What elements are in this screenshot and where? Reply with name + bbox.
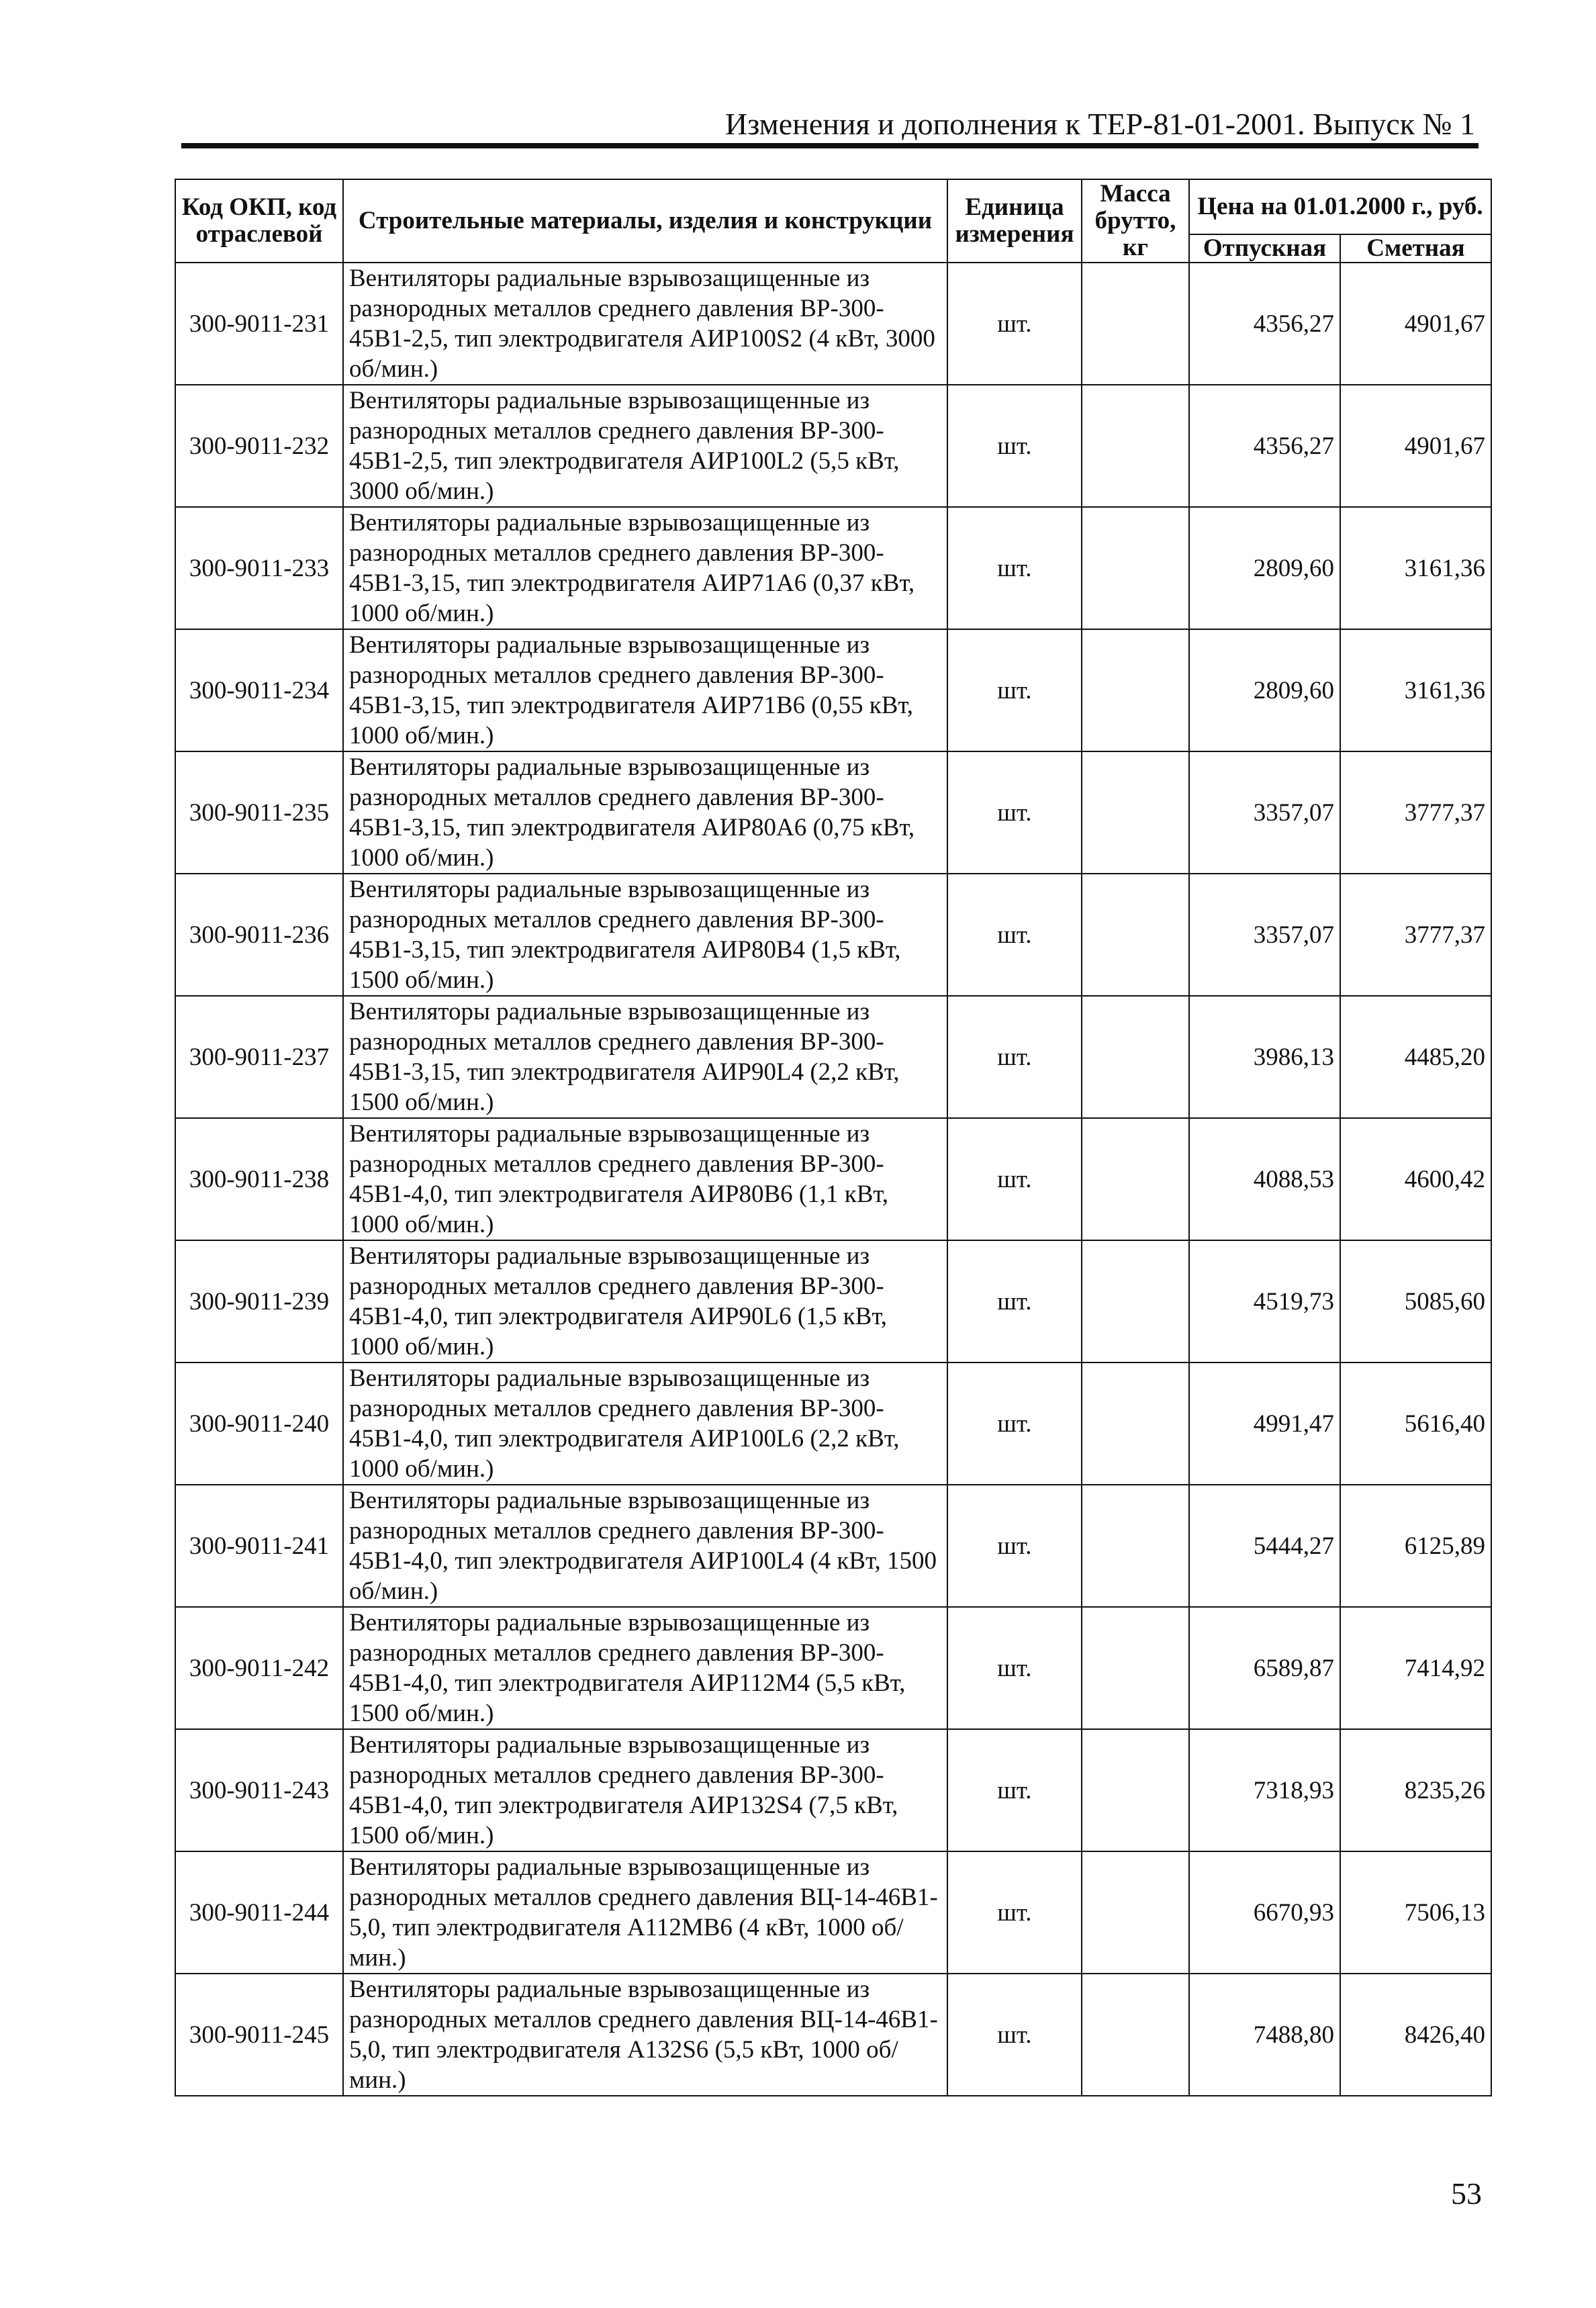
row-price-wholesale: 5444,27 [1189, 1485, 1340, 1607]
price-table-header [175, 179, 1491, 263]
row-unit: шт. [947, 1729, 1082, 1851]
row-price-wholesale: 3986,13 [1189, 996, 1340, 1118]
row-price-wholesale: 3357,07 [1189, 751, 1340, 874]
row-mass [1082, 1485, 1189, 1607]
row-price-estimate: 4600,42 [1340, 1118, 1491, 1240]
row-code: 300-9011-233 [175, 507, 343, 629]
row-description: Вентиляторы радиальные взрывозащищенные из разнородных металлов среднего давления ВР-300-45В1-2,5, тип электродвигателя АИР100S2 (4 кВт, 3000 об/мин.) [343, 263, 947, 385]
row-price-estimate: 3161,36 [1340, 507, 1491, 629]
page-number: 53 [1451, 2176, 1482, 2211]
row-mass [1082, 1729, 1189, 1851]
col-unit-header: Единица измерения [947, 179, 1082, 263]
row-mass [1082, 385, 1189, 507]
row-mass [1082, 751, 1189, 874]
col-name-header: Строительные материалы, изделия и конструкции [343, 179, 947, 263]
row-unit: шт. [947, 1607, 1082, 1729]
row-code: 300-9011-235 [175, 751, 343, 874]
row-description: Вентиляторы радиальные взрывозащищенные из разнородных металлов среднего давления ВР-300-45В1-4,0, тип электродвигателя АИР80В6 (1,1 кВт, 1000 об/мин.) [343, 1118, 947, 1240]
row-unit: шт. [947, 1974, 1082, 2096]
row-description: Вентиляторы радиальные взрывозащищенные из разнородных металлов среднего давления ВЦ-14-46В1-5,0, тип электродвигателя А112МВ6 (4 кВт, 1000 об/мин.) [343, 1851, 947, 1974]
row-price-estimate: 4901,67 [1340, 385, 1491, 507]
row-price-wholesale: 4088,53 [1189, 1118, 1340, 1240]
row-price-estimate: 3161,36 [1340, 629, 1491, 751]
row-unit: шт. [947, 996, 1082, 1118]
row-unit: шт. [947, 263, 1082, 385]
row-unit: шт. [947, 1851, 1082, 1974]
row-code: 300-9011-237 [175, 996, 343, 1118]
row-price-wholesale: 2809,60 [1189, 507, 1340, 629]
row-code: 300-9011-241 [175, 1485, 343, 1607]
row-mass [1082, 874, 1189, 996]
row-unit: шт. [947, 751, 1082, 874]
row-description: Вентиляторы радиальные взрывозащищенные из разнородных металлов среднего давления ВР-300-45В1-3,15, тип электродвигателя АИР71В6 (0,55 кВт, 1000 об/мин.) [343, 629, 947, 751]
row-price-estimate: 7506,13 [1340, 1851, 1491, 1974]
row-price-wholesale: 6589,87 [1189, 1607, 1340, 1729]
row-price-estimate: 7414,92 [1340, 1607, 1491, 1729]
row-price-estimate: 4485,20 [1340, 996, 1491, 1118]
row-price-estimate: 6125,89 [1340, 1485, 1491, 1607]
row-price-wholesale: 4356,27 [1189, 263, 1340, 385]
row-unit: шт. [947, 629, 1082, 751]
row-mass [1082, 507, 1189, 629]
row-mass [1082, 1118, 1189, 1240]
row-price-wholesale: 3357,07 [1189, 874, 1340, 996]
row-mass [1082, 996, 1189, 1118]
price-table [175, 179, 1492, 2096]
row-price-wholesale: 4356,27 [1189, 385, 1340, 507]
row-unit: шт. [947, 1363, 1082, 1485]
row-price-estimate: 3777,37 [1340, 751, 1491, 874]
row-description: Вентиляторы радиальные взрывозащищенные из разнородных металлов среднего давления ВР-300-45В1-4,0, тип электродвигателя АИР90L6 (1,5 кВт, 1000 об/мин.) [343, 1240, 947, 1363]
col-estimate-header: Сметная [1340, 234, 1491, 263]
row-mass [1082, 263, 1189, 385]
row-code: 300-9011-239 [175, 1240, 343, 1363]
row-price-wholesale: 7488,80 [1189, 1974, 1340, 2096]
row-description: Вентиляторы радиальные взрывозащищенные из разнородных металлов среднего давления ВР-300-45В1-4,0, тип электродвигателя АИР112М4 (5,5 кВт, 1500 об/мин.) [343, 1607, 947, 1729]
row-price-wholesale: 7318,93 [1189, 1729, 1340, 1851]
table-row [175, 507, 1491, 629]
table-row [175, 1851, 1491, 1974]
price-table-body [175, 263, 1491, 2096]
row-price-estimate: 8235,26 [1340, 1729, 1491, 1851]
row-unit: шт. [947, 507, 1082, 629]
row-price-wholesale: 2809,60 [1189, 629, 1340, 751]
row-code: 300-9011-245 [175, 1974, 343, 2096]
col-code-header: Код ОКП, код отраслевой [175, 179, 343, 263]
row-price-estimate: 3777,37 [1340, 874, 1491, 996]
header-rule [181, 143, 1478, 148]
row-price-estimate: 5085,60 [1340, 1240, 1491, 1363]
row-description: Вентиляторы радиальные взрывозащищенные из разнородных металлов среднего давления ВР-300-45В1-3,15, тип электродвигателя АИР80В4 (1,5 кВт, 1500 об/мин.) [343, 874, 947, 996]
row-code: 300-9011-242 [175, 1607, 343, 1729]
row-unit: шт. [947, 1118, 1082, 1240]
table-row [175, 1118, 1491, 1240]
table-row [175, 1363, 1491, 1485]
table-row [175, 996, 1491, 1118]
row-description: Вентиляторы радиальные взрывозащищенные из разнородных металлов среднего давления ВР-300-45В1-4,0, тип электродвигателя АИР100L4 (4 кВт, 1500 об/мин.) [343, 1485, 947, 1607]
row-code: 300-9011-244 [175, 1851, 343, 1974]
table-row [175, 1729, 1491, 1851]
row-unit: шт. [947, 1240, 1082, 1363]
row-code: 300-9011-238 [175, 1118, 343, 1240]
document-header-title: Изменения и дополнения к ТЕР-81-01-2001. Выпуск № 1 [724, 107, 1475, 141]
row-price-wholesale: 6670,93 [1189, 1851, 1340, 1974]
row-description: Вентиляторы радиальные взрывозащищенные из разнородных металлов среднего давления ВР-300-45В1-2,5, тип электродвигателя АИР100L2 (5,5 кВт, 3000 об/мин.) [343, 385, 947, 507]
row-unit: шт. [947, 385, 1082, 507]
row-mass [1082, 1974, 1189, 2096]
row-price-estimate: 8426,40 [1340, 1974, 1491, 2096]
row-price-estimate: 4901,67 [1340, 263, 1491, 385]
row-unit: шт. [947, 874, 1082, 996]
table-row [175, 1607, 1491, 1729]
row-price-wholesale: 4991,47 [1189, 1363, 1340, 1485]
row-code: 300-9011-232 [175, 385, 343, 507]
table-row [175, 385, 1491, 507]
row-mass [1082, 629, 1189, 751]
table-row [175, 751, 1491, 874]
row-code: 300-9011-234 [175, 629, 343, 751]
row-description: Вентиляторы радиальные взрывозащищенные из разнородных металлов среднего давления ВР-300-45В1-3,15, тип электродвигателя АИР71А6 (0,37 кВт, 1000 об/мин.) [343, 507, 947, 629]
col-mass-header: Масса брутто, кг [1082, 179, 1189, 263]
row-code: 300-9011-236 [175, 874, 343, 996]
row-code: 300-9011-231 [175, 263, 343, 385]
row-mass [1082, 1851, 1189, 1974]
row-mass [1082, 1363, 1189, 1485]
table-row [175, 1485, 1491, 1607]
row-unit: шт. [947, 1485, 1082, 1607]
table-row [175, 874, 1491, 996]
table-row [175, 1240, 1491, 1363]
table-row [175, 1974, 1491, 2096]
row-description: Вентиляторы радиальные взрывозащищенные из разнородных металлов среднего давления ВЦ-14-46В1-5,0, тип электродвигателя А132S6 (5,5 кВт, 1000 об/мин.) [343, 1974, 947, 2096]
table-row [175, 263, 1491, 385]
row-mass [1082, 1607, 1189, 1729]
row-description: Вентиляторы радиальные взрывозащищенные из разнородных металлов среднего давления ВР-300-45В1-3,15, тип электродвигателя АИР90L4 (2,2 кВт, 1500 об/мин.) [343, 996, 947, 1118]
row-mass [1082, 1240, 1189, 1363]
row-code: 300-9011-240 [175, 1363, 343, 1485]
row-code: 300-9011-243 [175, 1729, 343, 1851]
row-description: Вентиляторы радиальные взрывозащищенные из разнородных металлов среднего давления ВР-300-45В1-4,0, тип электродвигателя АИР132S4 (7,5 кВт, 1500 об/мин.) [343, 1729, 947, 1851]
row-description: Вентиляторы радиальные взрывозащищенные из разнородных металлов среднего давления ВР-300-45В1-4,0, тип электродвигателя АИР100L6 (2,2 кВт, 1000 об/мин.) [343, 1363, 947, 1485]
row-description: Вентиляторы радиальные взрывозащищенные из разнородных металлов среднего давления ВР-300-45В1-3,15, тип электродвигателя АИР80А6 (0,75 кВт, 1000 об/мин.) [343, 751, 947, 874]
col-price-group-header: Цена на 01.01.2000 г., руб. [1189, 179, 1491, 234]
row-price-wholesale: 4519,73 [1189, 1240, 1340, 1363]
row-price-estimate: 5616,40 [1340, 1363, 1491, 1485]
table-row [175, 629, 1491, 751]
col-wholesale-header: Отпускная [1189, 234, 1340, 263]
